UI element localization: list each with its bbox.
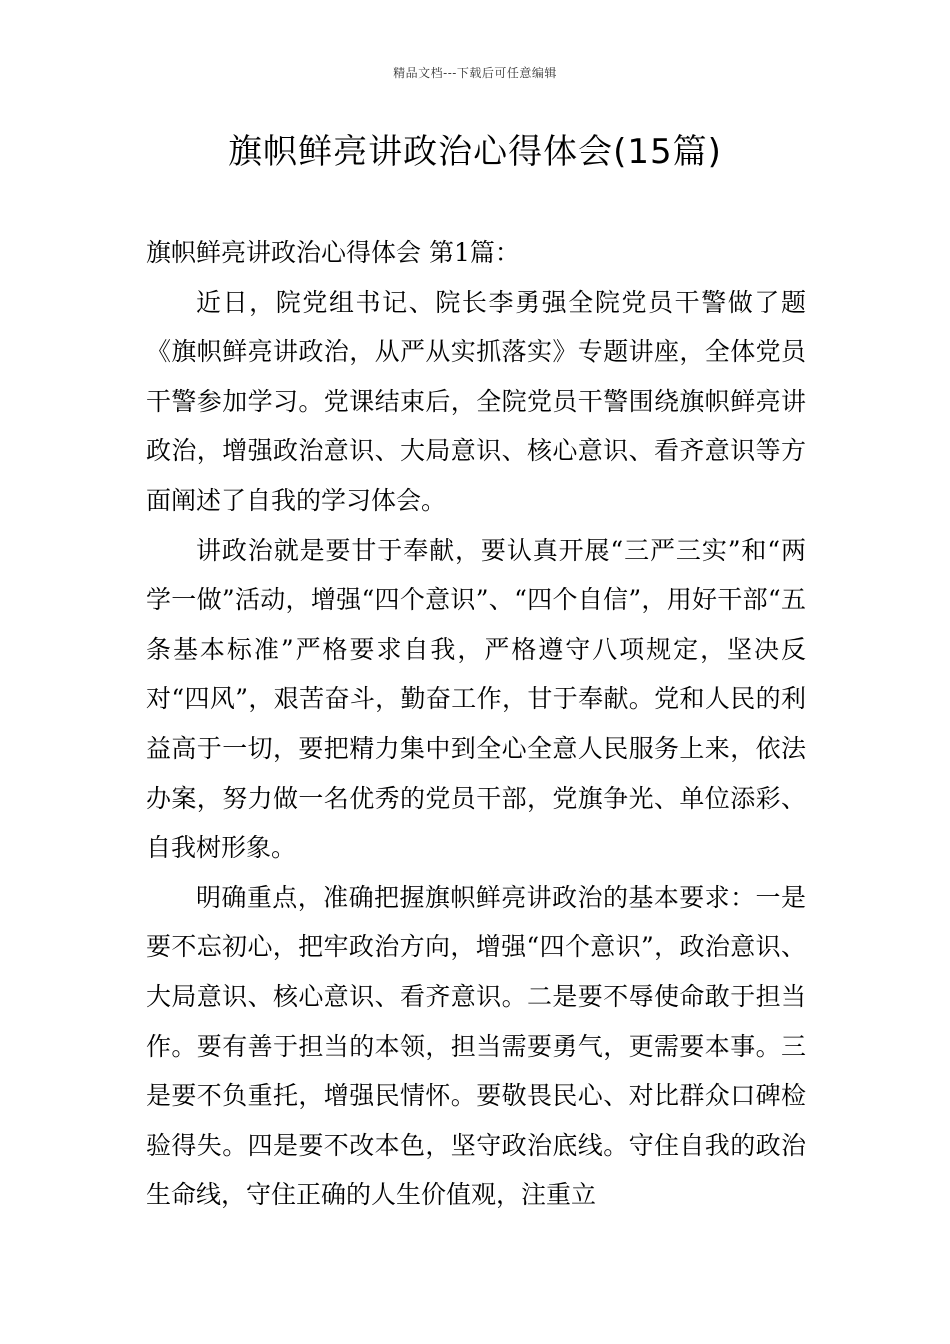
paragraph-3: 明确重点，准确把握旗帜鲜亮讲政治的基本要求：一是要不忘初心，把牢政治方向，增强“四个意识”，政治意识、大局意识、核心意识、看齐意识。二是要不辱使命敢于担当作。要有善于担当的本领，担当需要勇气，更需要本事。三是要不负重托，增强民情怀。要敬畏民心、对比群众口碑检验得失。四是要不改本色，坚守政治底线。守住自我的政治生命线，守住正确的人生价值观，注重立 xyxy=(146,882,806,1210)
section-heading: 旗帜鲜亮讲政治心得体会 第1篇： xyxy=(146,238,520,267)
document-body xyxy=(146,228,806,1220)
document-title: 旗帜鲜亮讲政治心得体会(15篇) xyxy=(228,132,722,172)
header-note: 精品文档---下载后可任意编辑 xyxy=(393,66,557,80)
paragraph-1: 近日，院党组书记、院长李勇强全院党员干警做了题《旗帜鲜亮讲政治，从严从实抓落实》专题讲座，全体党员干警参加学习。党课结束后，全院党员干警围绕旗帜鲜亮讲政治，增强政治意识、大局意识、核心意识、看齐意识等方面阐述了自我的学习体会。 xyxy=(146,287,806,515)
paragraph-2: 讲政治就是要甘于奉献，要认真开展“三严三实”和“两学一做”活动，增强“四个意识”、“四个自信”，用好干部“五条基本标准”严格要求自我，严格遵守八项规定，坚决反对“四风”，艰苦奋斗，勤奋工作，甘于奉献。党和人民的利益高于一切，要把精力集中到全心全意人民服务上来，依法办案，努力做一名优秀的党员干部，党旗争光、单位添彩、自我树形象。 xyxy=(146,535,806,863)
